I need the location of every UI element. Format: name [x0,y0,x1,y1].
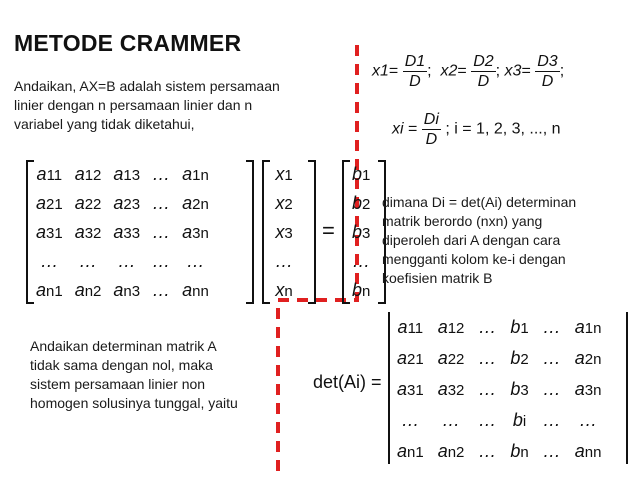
matrix-a-cell: … [40,251,59,271]
matrix-a-cell: … [152,164,171,184]
matrix-a-row [30,189,215,218]
matrix-a-cell: an2 [74,280,102,300]
vector-b-row [346,247,376,276]
vector-b-cell: b2 [352,193,371,213]
vector-b-row [346,189,376,218]
matrix-ai-cell: … [401,410,420,430]
matrix-ai-cell: … [478,410,497,430]
note-line: Andaikan determinan matrik A [30,338,217,354]
index-range: ; i = 1, 2, 3, ..., n [445,120,561,138]
matrix-a-cell: a12 [74,164,102,184]
vector-x-row [269,247,299,276]
matrix-ai-cell: a32 [437,379,465,399]
matrix-a-cell: a3n [182,222,209,242]
matrix-a [30,160,215,305]
vector-b [346,160,376,305]
intro-line: linier dengan n persamaan linier dan n [14,97,253,113]
matrix-a-cell: a2n [182,193,209,213]
vector-x-row [269,189,299,218]
matrix-a-cell: a23 [113,193,141,213]
matrix-a-row [30,160,215,189]
matrix-ai-cell: an2 [437,441,465,461]
note-line: sistem persamaan linier non [30,376,206,392]
matrix-a-cell: … [186,251,205,271]
matrix-a-cell: ann [182,280,209,300]
matrix-ai-cell: a12 [437,317,465,337]
matrix-ai-cell: … [478,379,497,399]
matrix-ai-cell: … [442,410,461,430]
matrix-ai-cell: b1 [510,317,529,337]
definition-line: dimana Di = det(Ai) determinan [382,194,577,210]
matrix-ai-row [390,374,608,405]
equals-sign: = [322,218,335,243]
vector-b-cell: b1 [352,164,371,184]
definition-line: koefisien matrik B [382,270,493,286]
cramer-general-formula: xi = $\frac{Di}{D}$ ; i = 1, 2, 3, ..., n [392,111,561,148]
x1-symbol: x1 [372,62,389,80]
matrix-a-cell: a33 [113,222,141,242]
note-line: tidak sama dengan nol, maka [30,357,213,373]
matrix-ai-cell: a11 [397,317,424,337]
matrix-a-cell: … [152,280,171,300]
matrix-a-cell: a11 [36,164,63,184]
vector-b-cell: … [352,251,371,271]
det-bar-right [626,312,628,464]
matrix-ai [390,312,608,467]
intro-line: Andaikan, AX=B adalah sistem persamaan [14,78,280,94]
vector-b-row [346,218,376,247]
vector-x-cell: x2 [275,193,293,213]
matrix-ai-cell: … [542,441,561,461]
vector-x-cell: x3 [275,222,293,242]
matrix-a-cell: a31 [36,222,63,242]
vector-x-cell: xn [275,280,293,300]
matrix-a-cell: a32 [74,222,102,242]
intro-line: variabel yang tidak diketahui, [14,116,195,132]
matrix-ai-cell: bi [512,410,527,430]
vector-x-row [269,276,299,305]
nonzero-note [30,337,270,413]
vector-x-cell: … [275,251,293,271]
matrix-a-cell: … [152,251,171,271]
matrix-ai-cell: bn [510,441,529,461]
matrix-ai-cell: a22 [437,348,465,368]
matrix-ai-cell: … [542,317,561,337]
matrix-ai-cell: a2n [574,348,602,368]
matrix-a-row [30,218,215,247]
matrix-a-cell: an1 [36,280,63,300]
system-matrix-block [22,160,382,305]
vector-x-row [269,160,299,189]
matrix-ai-cell: … [478,441,497,461]
matrix-ai-cell: an1 [397,441,424,461]
matrix-a-cell: a1n [182,164,209,184]
vector-x-row [269,218,299,247]
matrix-a-cell: … [152,193,171,213]
matrix-a-cell: a22 [74,193,102,213]
vector-b-row [346,276,376,305]
matrix-ai-cell: a3n [574,379,602,399]
xi-symbol: xi [392,120,404,138]
matrix-ai-cell: … [478,348,497,368]
matrix-a-cell: … [152,222,171,242]
fraction-d1: $\frac{D1}{D}$ [404,53,426,90]
vector-b-row [346,160,376,189]
definition-line: mengganti kolom ke-i dengan [382,251,566,267]
matrix-ai-cell: ann [574,441,602,461]
definition-paragraph [382,193,632,288]
matrix-ai-cell: … [478,317,497,337]
matrix-ai-cell: … [579,410,598,430]
fraction-d3: $\frac{D3}{D}$ [537,53,558,90]
matrix-a-row [30,247,215,276]
matrix-ai-cell: a31 [397,379,424,399]
matrix-a-cell: a21 [36,193,63,213]
cramer-formula-row: x1= $\frac{D1}{D}$ ; x2= $\frac{D2}{D}$ ; x3= $\frac{D3}{D}$ ; [372,53,565,90]
matrix-a-cell: a13 [113,164,141,184]
matrix-ai-cell: … [542,348,561,368]
matrix-ai-cell: b3 [510,379,529,399]
matrix-a-cell: … [79,251,98,271]
matrix-ai-cell: b2 [510,348,529,368]
definition-line: diperoleh dari A dengan cara [382,232,561,248]
matrix-a-row [30,276,215,305]
matrix-ai-cell: … [542,379,561,399]
x3-symbol: x3 [504,62,522,80]
matrix-ai-row [390,343,608,374]
matrix-a-cell: … [117,251,136,271]
note-line: homogen solusinya tunggal, yaitu [30,395,238,411]
matrix-ai-cell: a1n [574,317,602,337]
matrix-a-cell: an3 [113,280,141,300]
vector-x [269,160,299,305]
fraction-d2: $\frac{D2}{D}$ [473,53,494,90]
vector-b-cell: bn [352,280,371,300]
vector-b-cell: b3 [352,222,371,242]
matrix-ai-cell: … [542,410,561,430]
matrix-ai-cell: a21 [397,348,424,368]
x2-symbol: x2 [440,62,458,80]
fraction-di: $\frac{Di}{D}$ [423,111,439,148]
page-title: METODE CRAMMER [14,30,242,56]
vector-x-cell: x1 [275,164,293,184]
matrix-ai-row [390,405,608,436]
matrix-ai-row [390,436,608,467]
matrix-ai-row [390,312,608,343]
det-label: det(Ai) = [313,372,382,392]
definition-line: matrik berordo (nxn) yang [382,213,543,229]
